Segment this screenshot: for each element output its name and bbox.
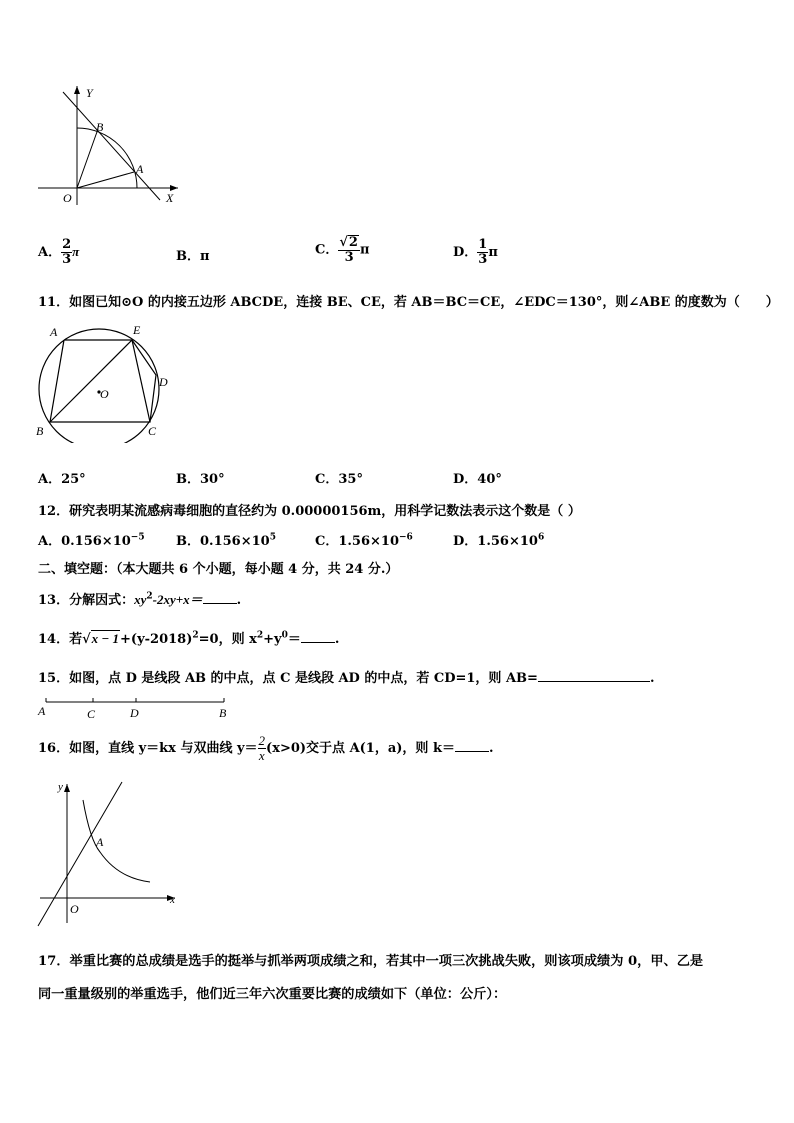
q12-option-c: C．$1.56\times 10^{-6}$ xyxy=(315,532,413,549)
q10-option-c: C． $\frac{√2}{3}$ π xyxy=(315,235,370,265)
q10-option-a: A． $\frac{2}{3}$ π xyxy=(38,237,80,267)
point-d-label: D xyxy=(159,375,168,389)
q11-option-a: A．25° xyxy=(38,472,86,487)
q13-text: 13．分解因式：$xy^2-2xy+x=$ . xyxy=(38,591,242,608)
q11-option-d: D．40° xyxy=(453,472,502,487)
point-a-label: A xyxy=(136,162,144,176)
q11-option-c: C．35° xyxy=(315,472,363,487)
point-c-label: C xyxy=(148,424,157,438)
q15-text: 15．如图，点 D 是线段 AB 的中点，点 C 是线段 AD 的中点，若 CD=1，则 AB= . xyxy=(38,671,655,686)
point-a-label: A xyxy=(96,835,104,849)
point-a-label: A xyxy=(38,704,46,718)
q12-option-b: B．$0.156\times 10^5$ xyxy=(176,532,276,549)
x-axis-label: X xyxy=(166,191,174,205)
point-b-label: B xyxy=(36,424,44,438)
q12-option-a: A．$0.156\times 10^{-5}$ xyxy=(38,532,145,549)
q11-text: 11．如图已知⊙O 的内接五边形 ABCDE，连接 BE、CE，若 AB＝BC＝CE，∠EDC＝130°，则∠ABE 的度数为（ ） xyxy=(38,295,779,310)
center-o-label: O xyxy=(100,387,109,401)
point-e-label: E xyxy=(133,323,141,337)
x-axis-label: x xyxy=(170,894,175,906)
q16-text: 16．如图，直线 y＝kx 与双曲线 y＝ $\frac{2}{x}$ (x>0)交于点 A(1，a)，则 k＝ . xyxy=(38,733,494,763)
point-d-label: D xyxy=(130,706,139,720)
q12-text: 12．研究表明某流感病毒细胞的直径约为 0.00000156m，用科学记数法表示这个数是（ ） xyxy=(38,504,581,519)
q11-option-b: B．30° xyxy=(176,472,225,487)
point-a-label: A xyxy=(50,325,58,339)
origin-label: O xyxy=(63,191,72,205)
origin-label: O xyxy=(70,902,79,916)
q11-figure xyxy=(30,318,180,443)
q12-option-d: D．$1.56\times 10^6$ xyxy=(453,532,545,549)
q14-text: 14．若$√x - 1+(y-2018)^2=0$，则 $x^2+y^0=$ . xyxy=(38,630,340,647)
q10-option-d: D． $\frac{1}{3}$ π xyxy=(453,237,498,267)
q17-line1: 17．举重比赛的总成绩是选手的挺举与抓举两项成绩之和，若其中一项三次挑战失败，则该项成绩为 0，甲、乙是 xyxy=(38,954,704,969)
y-axis-label: y xyxy=(58,781,63,793)
point-c-label: C xyxy=(87,707,96,721)
y-axis-label: Y xyxy=(86,86,93,100)
section-heading: 二、填空题：（本大题共 6 个小题，每小题 4 分，共 24 分.） xyxy=(38,562,399,577)
point-b-label: B xyxy=(219,706,227,720)
q10-figure xyxy=(30,80,190,210)
q15-figure xyxy=(34,694,244,724)
q10-option-b: B．π xyxy=(176,249,210,264)
q17-line2: 同一重量级别的举重选手，他们近三年六次重要比赛的成绩如下（单位：公斤）： xyxy=(38,987,507,1002)
point-b-label: B xyxy=(96,120,104,134)
q16-figure xyxy=(30,778,190,928)
